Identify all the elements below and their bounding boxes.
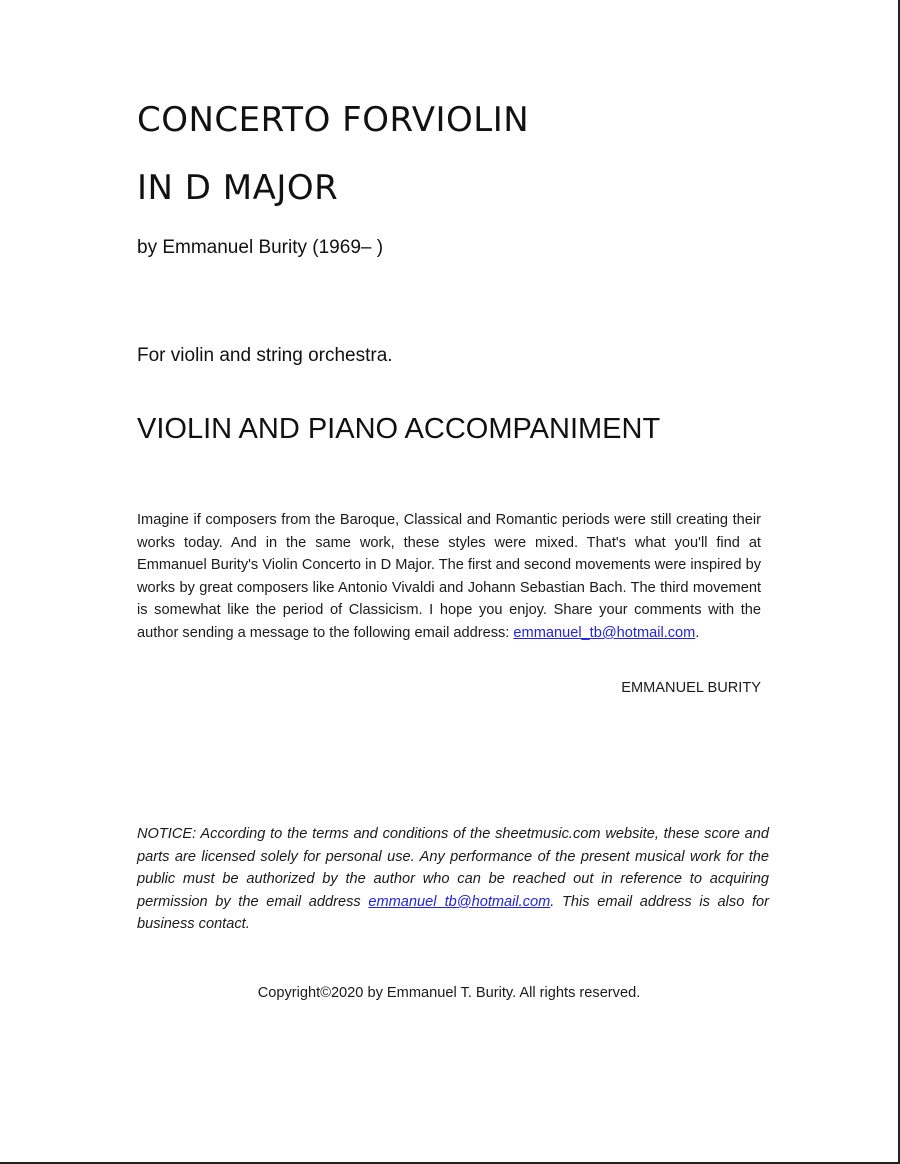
title-line-1: CONCERTO FORVIOLIN — [137, 100, 530, 140]
intro-paragraph — [137, 509, 761, 645]
edition-heading: VIOLIN AND PIANO ACCOMPANIMENT — [137, 413, 661, 445]
composer-byline: by Emmanuel Burity (1969– ) — [137, 237, 384, 258]
intro-end: . — [695, 624, 700, 641]
notice-text: NOTICE: According to the terms and conditions of the sheetmusic.com website, these score and parts are licensed solely for personal use. Any performance of the present musical work for the public must be authorized by the author who can be reached out in reference to acquiring permission by the email address — [137, 826, 769, 910]
author-signature: EMMANUEL BURITY — [621, 680, 761, 696]
notice-paragraph — [137, 823, 769, 936]
copyright-text: Copyright©2020 by Emmanuel T. Burity. All rights reserved. — [257, 985, 641, 1001]
notice-email-link[interactable]: emmanuel_tb@hotmail.com — [368, 893, 551, 910]
instrumentation-text: For violin and string orchestra. — [137, 345, 393, 366]
intro-text: Imagine if composers from the Baroque, Classical and Romantic periods were still creating their works today. And in the same work, these styles were mixed. That's what you'll find at Emmanuel Burity's Violin Concerto in D Major. The first and second movements were inspired by works by great composers like Antonio Vivaldi and Johann Sebastian Bach. The third movement is somewhat like the period of Classicism. I hope you enjoy. Share your comments with the author sending a message to the following email address: — [137, 512, 761, 641]
intro-email-link[interactable]: emmanuel_tb@hotmail.com — [513, 624, 696, 641]
title-line-2: IN D MAJOR — [137, 168, 339, 208]
notice-end: . This email address is also for business contact. — [137, 893, 769, 933]
